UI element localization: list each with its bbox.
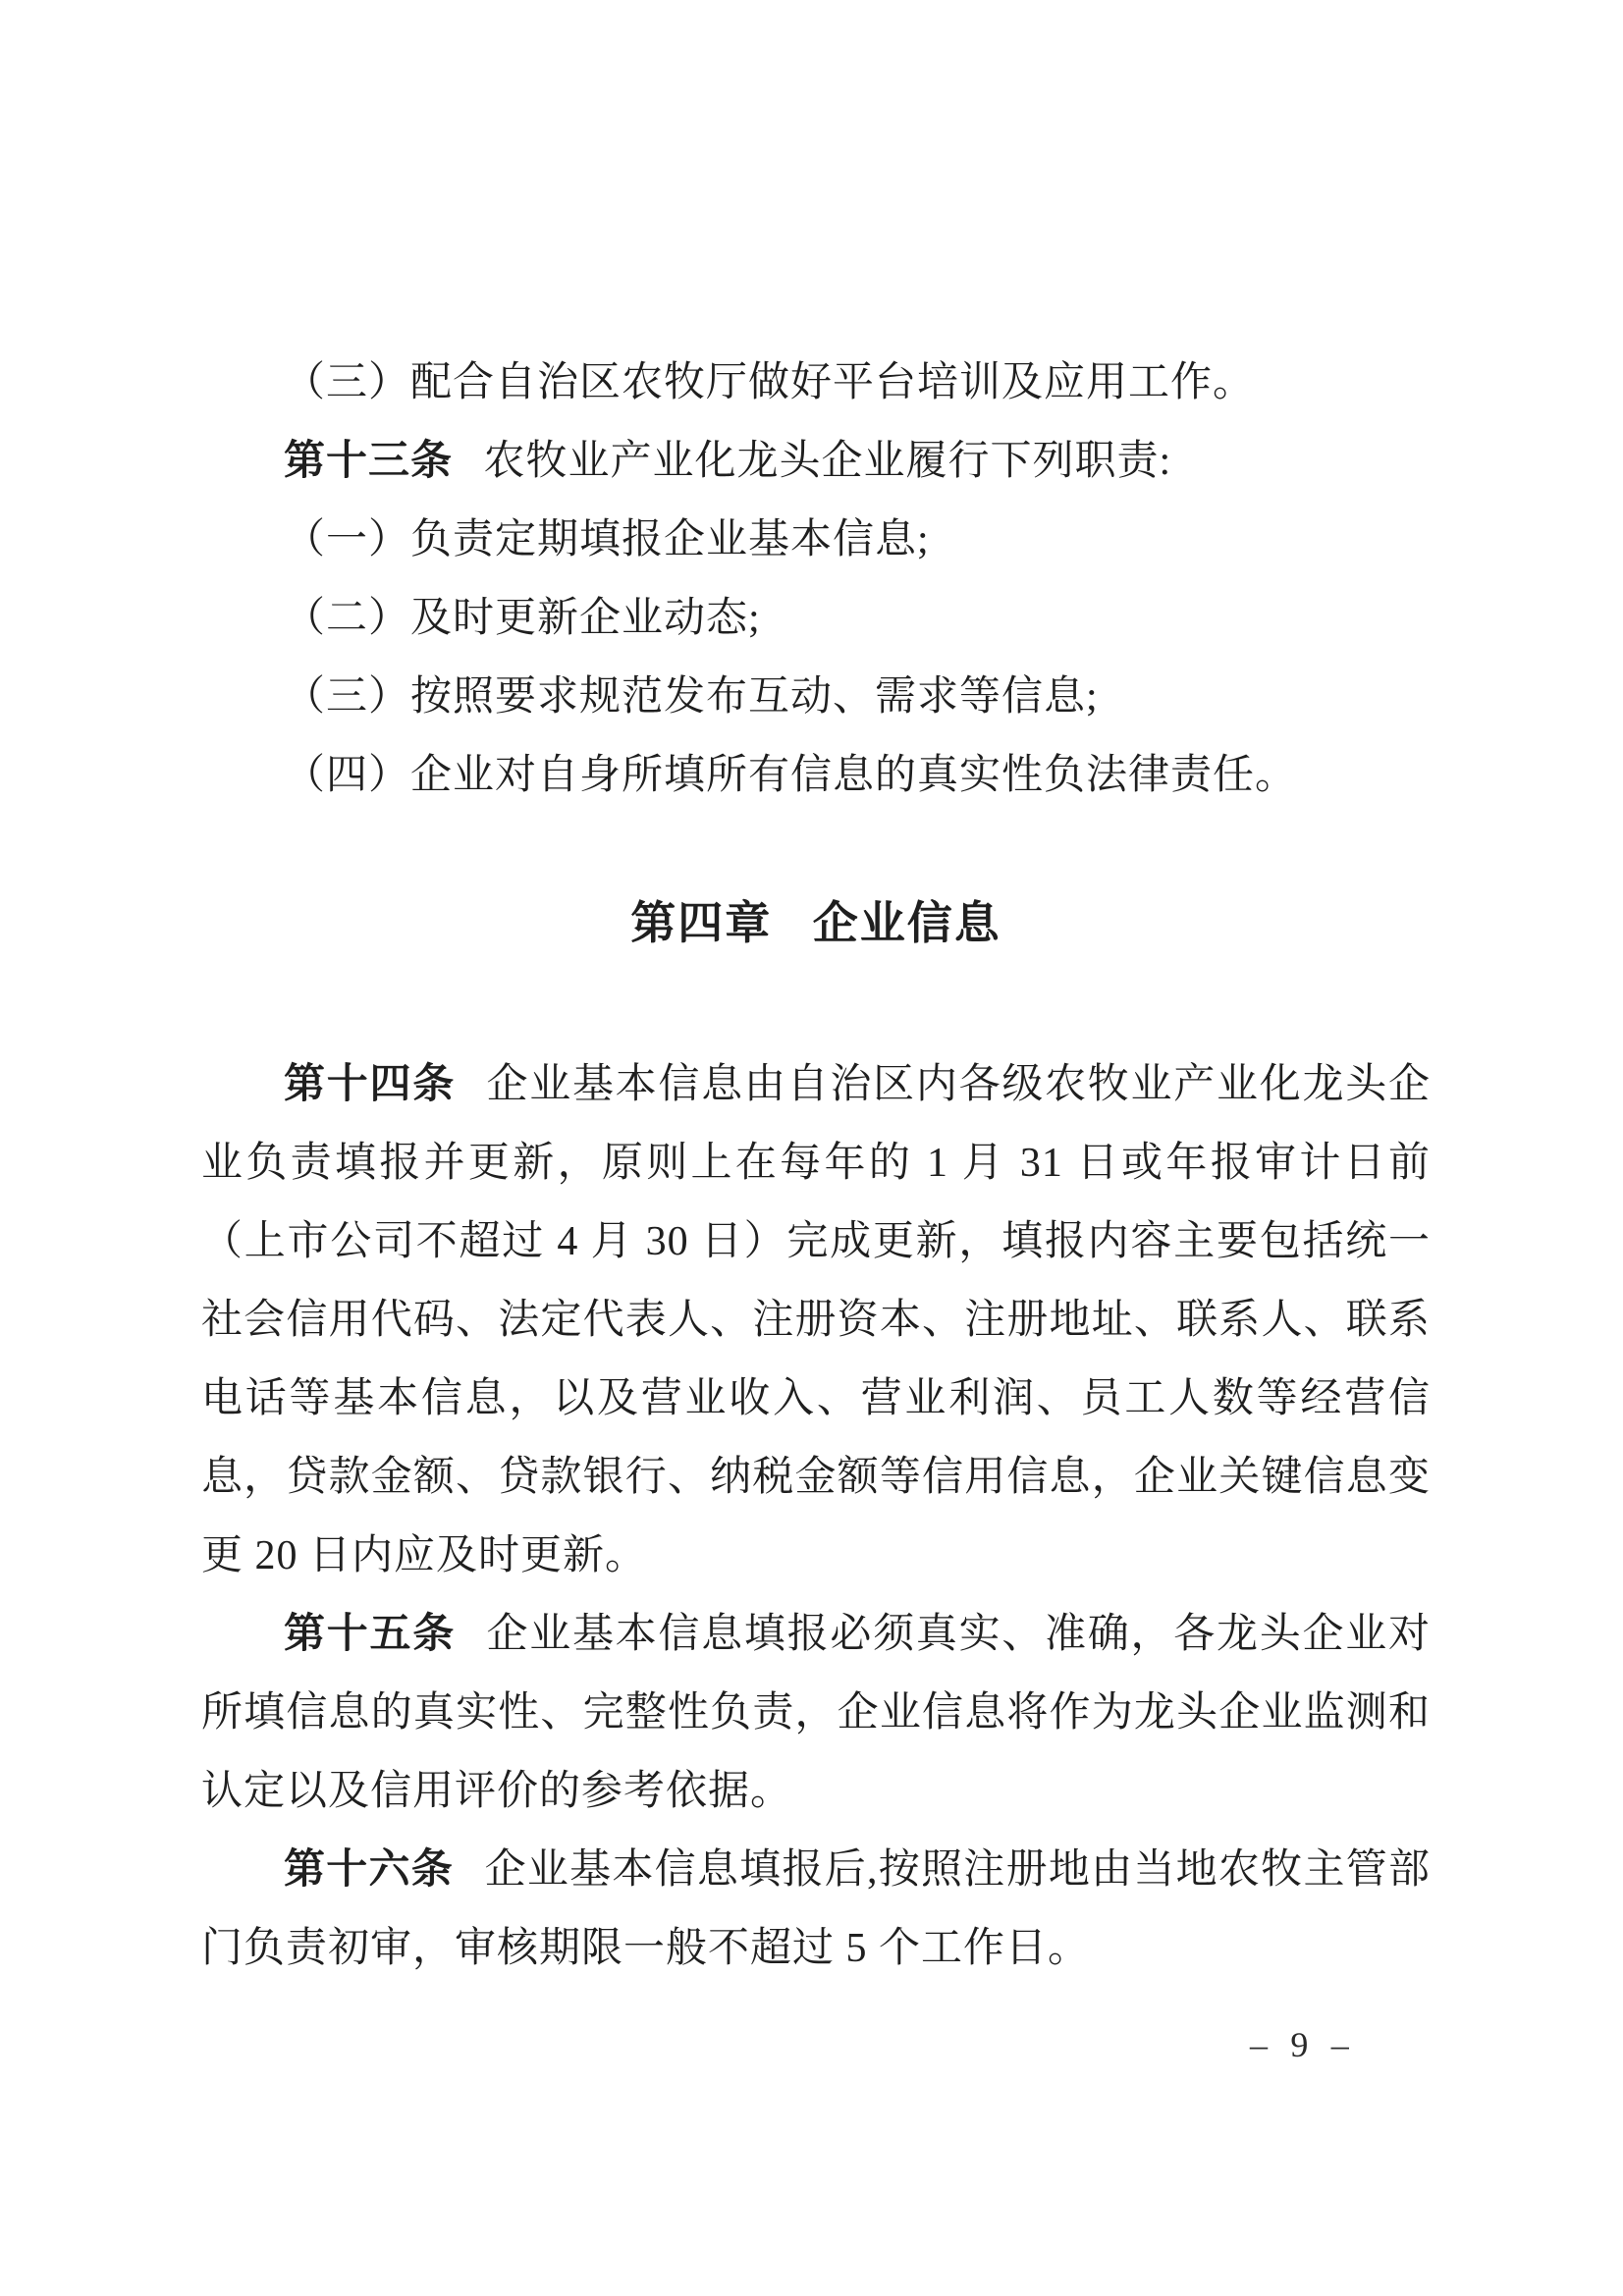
article-16-text: 企业基本信息填报后,按照注册地由当地农牧主管部门负责初审，审核期限一般不超过 5 个工作日。 [201, 1847, 1431, 1971]
chapter-heading [201, 883, 1431, 962]
chapter-title: 企业信息 [812, 897, 1001, 948]
article-16-paragraph [201, 1831, 1431, 1988]
list-item-fill-basic-info: （一）负责定期填报企业基本信息; [284, 517, 930, 562]
article-16-label: 第十六条 [284, 1847, 455, 1893]
article-14-paragraph [201, 1045, 1431, 1595]
article-13-paragraph [201, 422, 1431, 501]
article-14-text: 企业基本信息由自治区内各级农牧业产业化龙头企业负责填报并更新，原则上在每年的 1 月 31 日或年报审计日前（上市公司不超过 4 月 30 日）完成更新，填报内容主要包括统一社会信用代码、法定代表人、注册资本、注册地址、联系人、联系电话等基本信息，以及营业收入、营业利润、员工人数等经营信息，贷款金额、贷款银行、纳税金额等信用信息，企业关键信息变更 20 日内应及时更新。 [201, 1062, 1431, 1578]
document-body [201, 344, 1431, 1988]
article-15-text: 企业基本信息填报必须真实、准确，各龙头企业对所填信息的真实性、完整性负责，企业信息将作为龙头企业监测和认定以及信用评价的参考依据。 [201, 1612, 1431, 1814]
article-14-label: 第十四条 [284, 1062, 456, 1107]
list-item-update-dynamics: （二）及时更新企业动态; [284, 596, 761, 641]
article-13-text: 农牧业产业化龙头企业履行下列职责: [483, 439, 1172, 484]
list-item-legal-responsibility: （四）企业对自身所填所有信息的真实性负法律责任。 [284, 753, 1298, 798]
chapter-number: 第四章 [630, 897, 773, 948]
page-number: – 9 – [1250, 2025, 1356, 2064]
article-15-label: 第十五条 [284, 1612, 456, 1657]
list-item-publish-info: （三）按照要求规范发布互动、需求等信息; [284, 674, 1099, 720]
list-item-cooperate-training: （三）配合自治区农牧厅做好平台培训及应用工作。 [284, 360, 1256, 405]
article-13-label: 第十三条 [284, 439, 454, 484]
article-15-paragraph [201, 1595, 1431, 1831]
